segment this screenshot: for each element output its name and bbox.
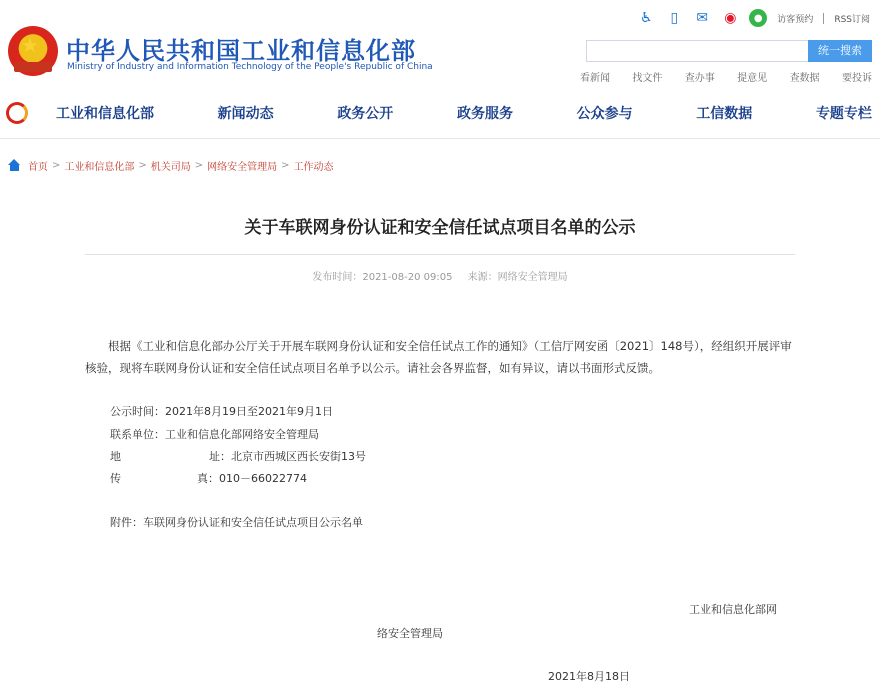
meta-divider [85, 254, 795, 255]
breadcrumb-separator: > [138, 159, 147, 171]
quick-link-feedback[interactable]: 提意见 [737, 73, 768, 84]
fax-line [110, 470, 307, 486]
address-value: 址：北京市西城区西长安街13号 [209, 450, 366, 463]
breadcrumb-separator: > [194, 159, 204, 171]
search-input[interactable] [586, 40, 808, 62]
tool-divider [823, 13, 824, 24]
nav-item-topics[interactable]: 专题专栏 [815, 106, 872, 122]
header-tools [637, 8, 870, 28]
weibo-icon[interactable]: ◉ [724, 10, 737, 26]
search-button[interactable]: 统一搜索 [808, 40, 872, 62]
fax-label: 传 [110, 472, 121, 485]
breadcrumb-miit[interactable]: 工业和信息化部 [64, 161, 135, 173]
address-label: 地 [110, 450, 121, 463]
site-header [0, 0, 880, 92]
quick-link-news[interactable]: 看新闻 [580, 73, 610, 84]
nav-item-public-participation[interactable]: 公众参与 [576, 106, 633, 122]
star-icon: ★ [21, 33, 39, 57]
article-title: 关于车联网身份认证和安全信任试点项目名单的公示 [244, 218, 636, 238]
breadcrumb-cybersecurity[interactable]: 网络安全管理局 [207, 161, 278, 173]
home-icon[interactable] [8, 159, 21, 171]
publish-time: 发布时间：2021-08-20 09:05 [312, 272, 453, 283]
contact-unit: 联系单位：工业和信息化部网络安全管理局 [110, 428, 319, 441]
rss-link[interactable]: RSS订阅 [834, 14, 870, 25]
mail-icon[interactable]: ✉ [696, 10, 709, 26]
main-nav [0, 93, 880, 133]
nav-item-gov-services[interactable]: 政务服务 [456, 106, 513, 122]
article-source: 来源：网络安全管理局 [467, 272, 568, 283]
nav-divider [0, 138, 880, 139]
breadcrumb-home[interactable]: 首页 [28, 161, 48, 173]
emblem-base [14, 62, 52, 72]
breadcrumb-separator: > [52, 159, 61, 171]
site-title[interactable]: 中华人民共和国工业和信息化部 [66, 37, 416, 65]
signature-line-2: 络安全管理局 [377, 627, 443, 640]
article-meta [0, 268, 880, 283]
breadcrumb [8, 157, 334, 173]
nav-item-data[interactable]: 工信数据 [696, 106, 753, 122]
nav-item-news[interactable]: 新闻动态 [217, 106, 274, 122]
fax-value: 真：010－66022774 [197, 472, 307, 485]
miit-logo-icon[interactable] [6, 102, 28, 124]
breadcrumb-work-updates[interactable]: 工作动态 [293, 161, 334, 173]
signature-line-1: 工业和信息化部网 [689, 603, 777, 616]
address-line [110, 448, 366, 464]
breadcrumb-departments[interactable]: 机关司局 [150, 161, 191, 173]
wheelchair-icon[interactable]: ♿ [640, 10, 653, 26]
article-paragraph: 根据《工业和信息化部办公厅关于开展车联网身份认证和安全信任试点工作的通知》（工信厅网安函〔2021〕148号），经组织开展评审核验，现将车联网身份认证和安全信任试点项目名单予以公示。请社会各界监督，如有异议，请以书面形式反馈。 [85, 339, 792, 375]
signature-date: 2021年8月18日 [548, 670, 630, 683]
wechat-icon[interactable]: ● [749, 9, 767, 27]
quick-link-data[interactable]: 查数据 [789, 73, 820, 84]
breadcrumb-separator: > [281, 159, 290, 171]
nav-item-gov-affairs[interactable]: 政务公开 [337, 106, 394, 122]
mobile-icon[interactable]: ▯ [670, 10, 679, 26]
nav-item-miit[interactable]: 工业和信息化部 [56, 106, 154, 122]
nav-items [56, 93, 872, 133]
quick-link-complaint[interactable]: 要投诉 [841, 73, 872, 84]
visit-appointment-link[interactable]: 访客预约 [777, 14, 814, 25]
publicity-period: 公示时间：2021年8月19日至2021年9月1日 [110, 405, 333, 418]
quick-links [580, 69, 872, 84]
quick-link-files[interactable]: 找文件 [632, 73, 663, 84]
quick-link-services[interactable]: 查办事 [684, 73, 715, 84]
site-subtitle: Ministry of Industry and Information Technology of the People's Republic of China [67, 62, 433, 72]
national-emblem-logo[interactable] [8, 26, 58, 76]
attachment-link[interactable]: 附件：车联网身份认证和安全信任试点项目公示名单 [110, 516, 363, 529]
